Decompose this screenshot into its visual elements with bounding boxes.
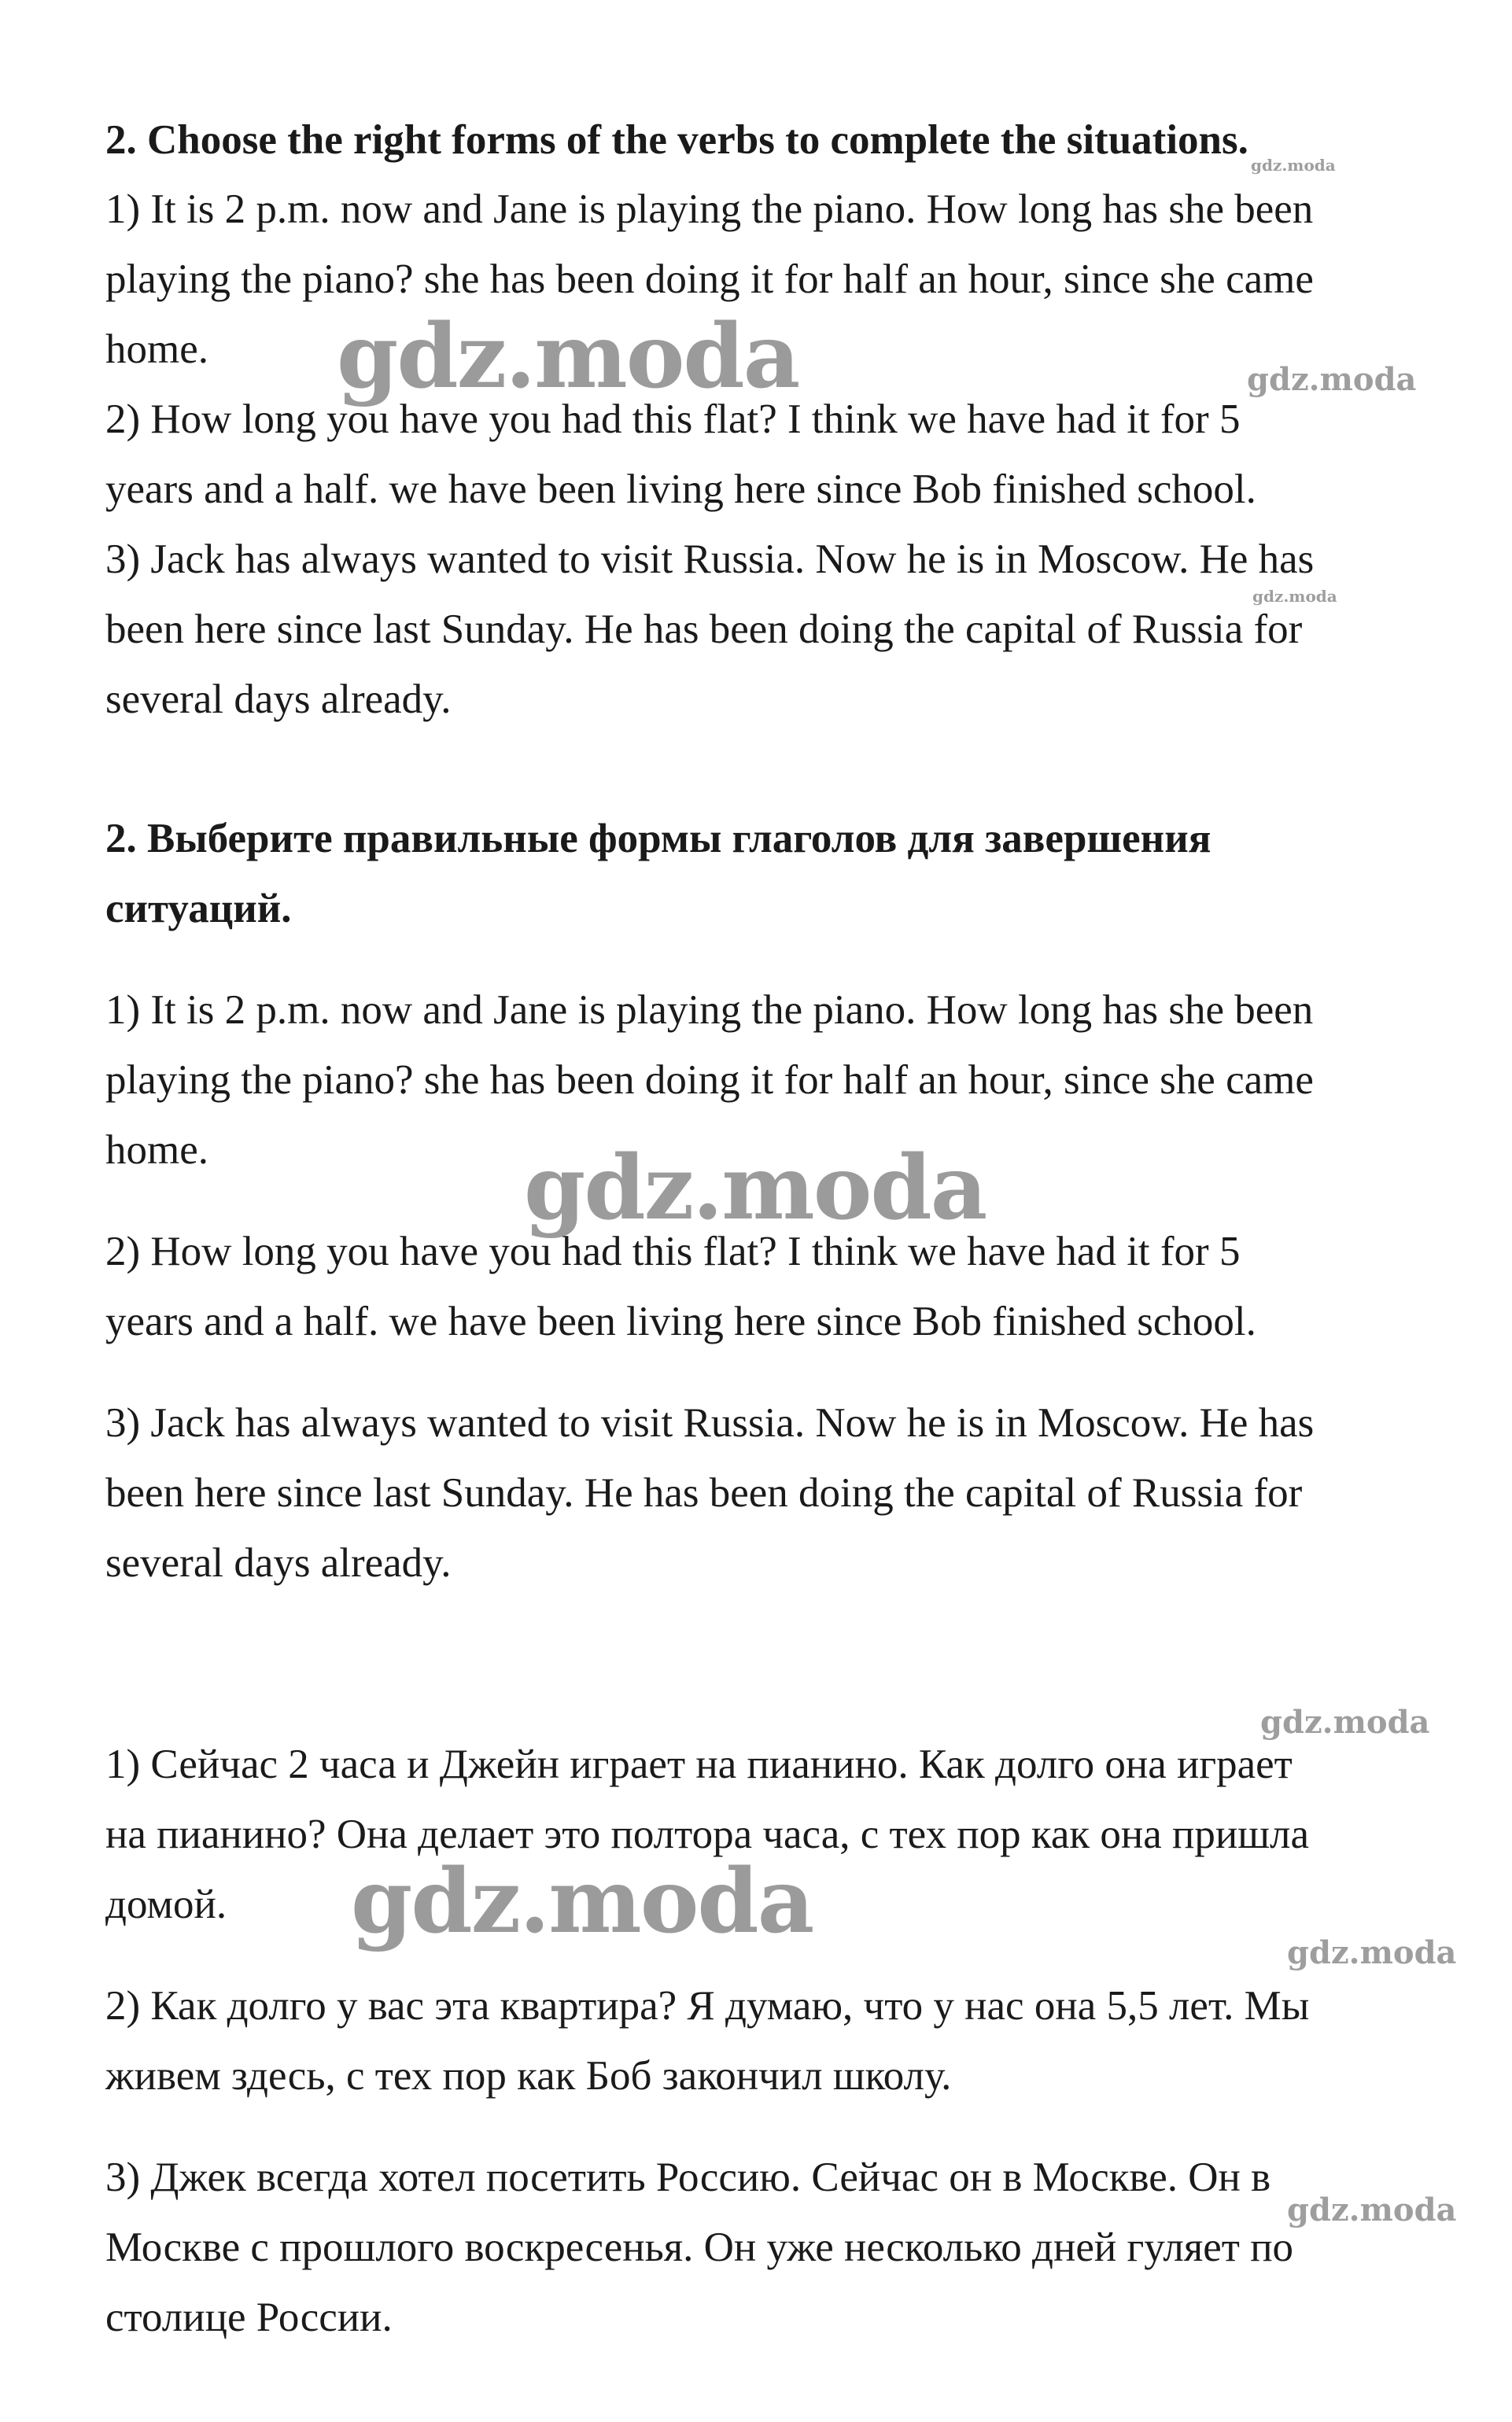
watermark-small-2: gdz.moda: [1260, 1704, 1430, 1741]
watermark-large-3: gdz.moda: [351, 1850, 813, 1953]
watermark-small-1: gdz.moda: [1247, 361, 1417, 398]
russian-task-heading-line1: 2. Выберите правильные формы глаголов для завершения: [105, 816, 1211, 861]
translation-item-1: 1) Сейчас 2 часа и Джейн играет на пианино. Как долго она играет на пианино? Она делает это полтора часа, с тех пор как она пришла домой.: [105, 1742, 1309, 1927]
watermark-tiny-2: gdz.moda: [1252, 587, 1337, 606]
english-item-1: 1) It is 2 p.m. now and Jane is playing the piano. How long has she been playing the piano? she has been doing it for half an hour, since she came home.: [105, 186, 1314, 372]
russian-task-heading-line2: ситуаций.: [105, 886, 292, 931]
watermark-large-1: gdz.moda: [337, 305, 799, 408]
watermark-tiny-1: gdz.moda: [1251, 156, 1336, 175]
russian-task-item-1: 1) It is 2 p.m. now and Jane is playing the piano. How long has she been playing the piano? she has been doing it for half an hour, since she came home.: [105, 987, 1314, 1173]
translation-item-2: 2) Как долго у вас эта квартира? Я думаю, что у нас она 5,5 лет. Мы живем здесь, с тех пор как Боб закончил школу.: [105, 1983, 1310, 2099]
watermark-small-3: gdz.moda: [1287, 1934, 1457, 1971]
watermark-small-4: gdz.moda: [1287, 2192, 1457, 2228]
translation-item-3: 3) Джек всегда хотел посетить Россию. Сейчас он в Москве. Он в Москве с прошлого воскресенья. Он уже несколько дней гуляет по столице России.: [105, 2155, 1294, 2340]
watermark-large-2: gdz.moda: [524, 1137, 986, 1240]
russian-task-item-3: 3) Jack has always wanted to visit Russia. Now he is in Moscow. He has been here since last Sunday. He has been doing the capital of Russia for several days already.: [105, 1400, 1315, 1586]
english-item-2: 2) How long you have you had this flat? I think we have had it for 5 years and a half. we have been living here since Bob finished school.: [105, 396, 1256, 512]
english-task-heading: 2. Choose the right forms of the verbs to complete the situations.: [105, 117, 1248, 163]
russian-task-item-2: 2) How long you have you had this flat? I think we have had it for 5 years and a half. we have been living here since Bob finished school.: [105, 1229, 1256, 1344]
english-item-3: 3) Jack has always wanted to visit Russia. Now he is in Moscow. He has been here since last Sunday. He has been doing the capital of Russia for several days already.: [105, 536, 1315, 722]
